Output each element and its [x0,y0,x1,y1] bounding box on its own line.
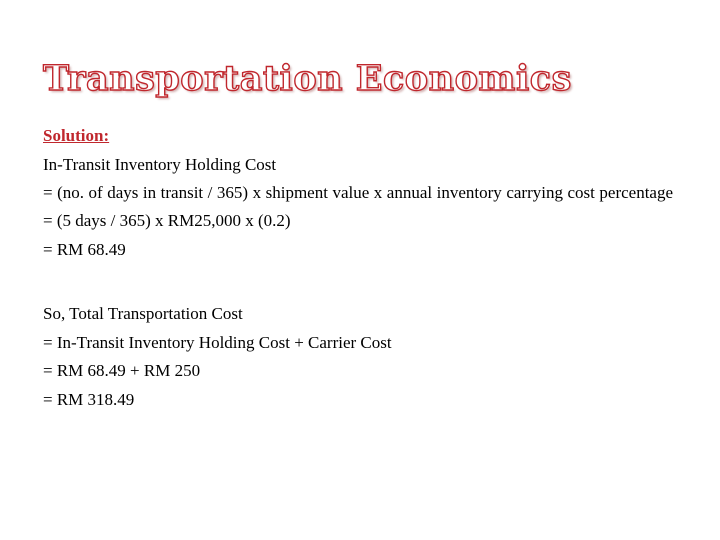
total-cost-result: = RM 318.49 [43,389,135,409]
section-spacer [43,264,673,300]
slide-title: Transportation Economics [43,58,572,99]
in-transit-substitution: = (5 days / 365) x RM25,000 x (0.2) [43,211,291,230]
in-transit-result: = RM 68.49 [43,239,126,259]
solution-label: Solution: [43,126,110,145]
total-cost-substitution: = RM 68.49 + RM 250 [43,361,201,380]
total-cost-heading: So, Total Transportation Cost [43,304,243,323]
slide-content [43,122,673,414]
in-transit-heading: In-Transit Inventory Holding Cost [43,154,277,174]
in-transit-formula [43,181,673,205]
total-cost-formula: = In-Transit Inventory Holding Cost + Carrier Cost [43,332,392,352]
in-transit-formula-continuation: cost percentage [567,183,674,202]
in-transit-formula-text: = (no. of days in transit / 365) x shipment value x annual inventory carrying [43,183,563,202]
